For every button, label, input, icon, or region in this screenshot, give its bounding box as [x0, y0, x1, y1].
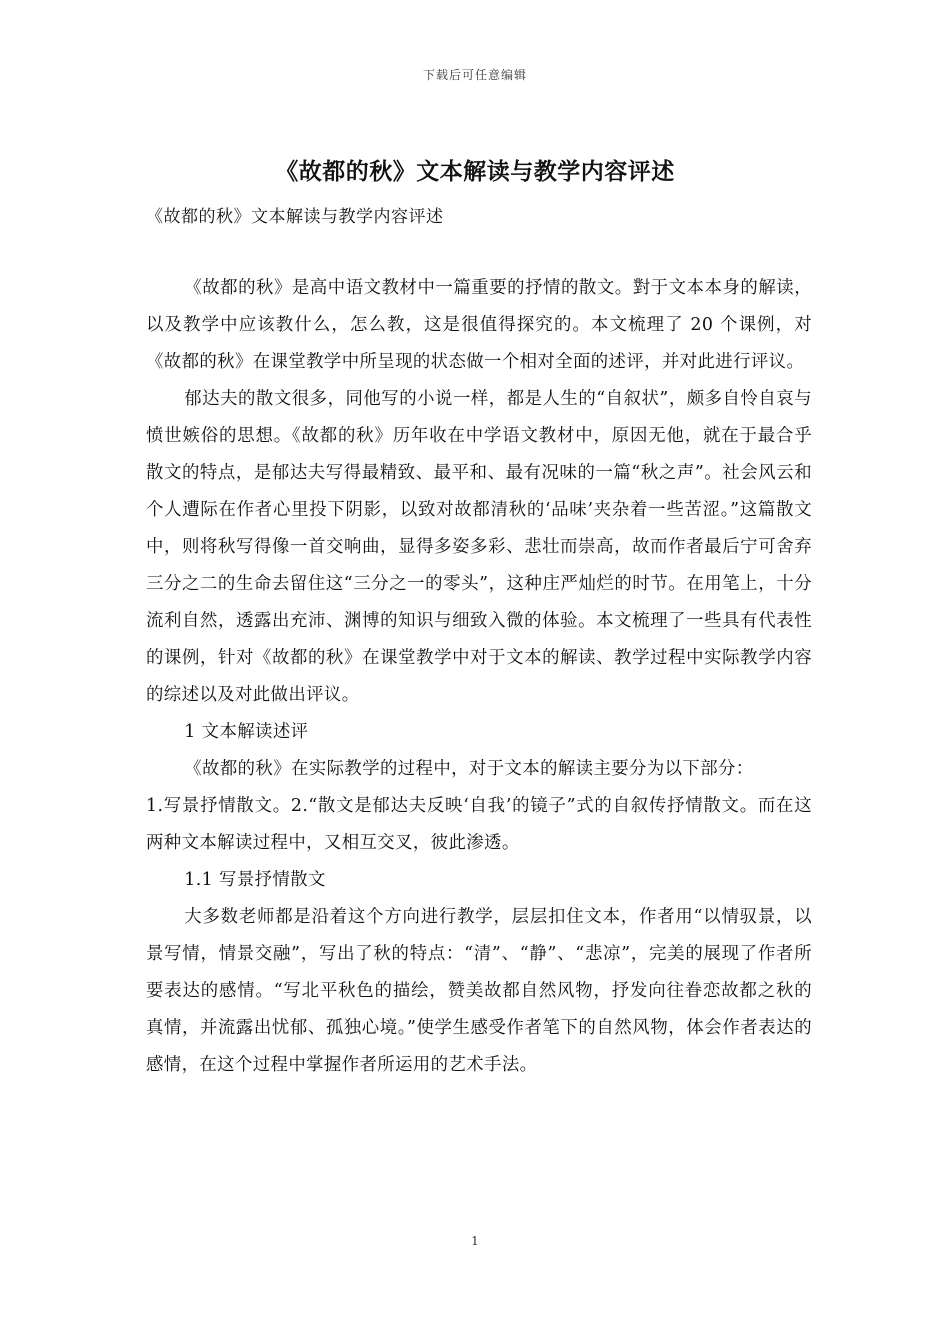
page-number: 1: [471, 1234, 479, 1248]
paragraph-reading-types: 1.写景抒情散文。2.“散文是郁达夫反映‘自我’的镜子”式的自叙传抒情散文。而在这两种文本解读过程中，又相互交叉，彼此渗透。: [146, 796, 812, 853]
paragraph-scenery-lyric: 大多数老师都是沿着这个方向进行教学，层层扣住文本，作者用“以情驭景，以景写情，情景交融”，写出了秋的特点：“清”、“静”、“悲凉”，完美的展现了作者所要表达的感情。“写北平秋色的描绘，赞美故都自然风物，抒发向往眷恋故都之秋的真情，并流露出忧郁、孤独心境。”使学生感受作者笔下的自然风物，体会作者表达的感情，在这个过程中掌握作者所运用的艺术手法。: [146, 907, 812, 1075]
document-body: [146, 270, 812, 1084]
document-title: 《故都的秋》文本解读与教学内容评述: [275, 158, 675, 185]
paragraph-author-background: 郁达夫的散文很多，同他写的小说一样，都是人生的“自叙状”，颇多自怜自哀与愤世嫉俗的思想。《故都的秋》历年收在中学语文教材中，原因无他，就在于最合乎散文的特点，是郁达夫写得最精致、最平和、最有况味的一篇“秋之声”。社会风云和个人遭际在作者心里投下阴影，以致对故都清秋的‘品味’夹杂着一些苦涩。”这篇散文中，则将秋写得像一首交响曲，显得多姿多彩、悲壮而崇高，故而作者最后宁可舍弃三分之二的生命去留住这“三分之一的零头”，这种庄严灿烂的时节。在用笔上，十分流利自然，透露出充沛、渊博的知识与细致入微的体验。本文梳理了一些具有代表性的课例，针对《故都的秋》在课堂教学中对于文本的解读、教学过程中实际教学内容的综述以及对此做出评议。: [146, 389, 812, 705]
document-subtitle: 《故都的秋》文本解读与教学内容评述: [146, 207, 444, 227]
paragraph-reading-overview: 《故都的秋》在实际教学的过程中，对于文本的解读主要分为以下部分：: [184, 759, 754, 779]
paragraph-intro: 《故都的秋》是高中语文教材中一篇重要的抒情的散文。對于文本本身的解读，以及教学中应该教什么，怎么教，这是很值得探究的。本文梳理了 20 个课例，对《故都的秋》在课堂教学中所呈现的状态做一个相对全面的述评，并对此进行评议。: [146, 278, 812, 372]
header-note: 下载后可任意编辑: [422, 68, 527, 82]
section-heading-1-1: 1.1 写景抒情散文: [184, 870, 326, 890]
section-heading-1: 1 文本解读述评: [184, 722, 309, 742]
